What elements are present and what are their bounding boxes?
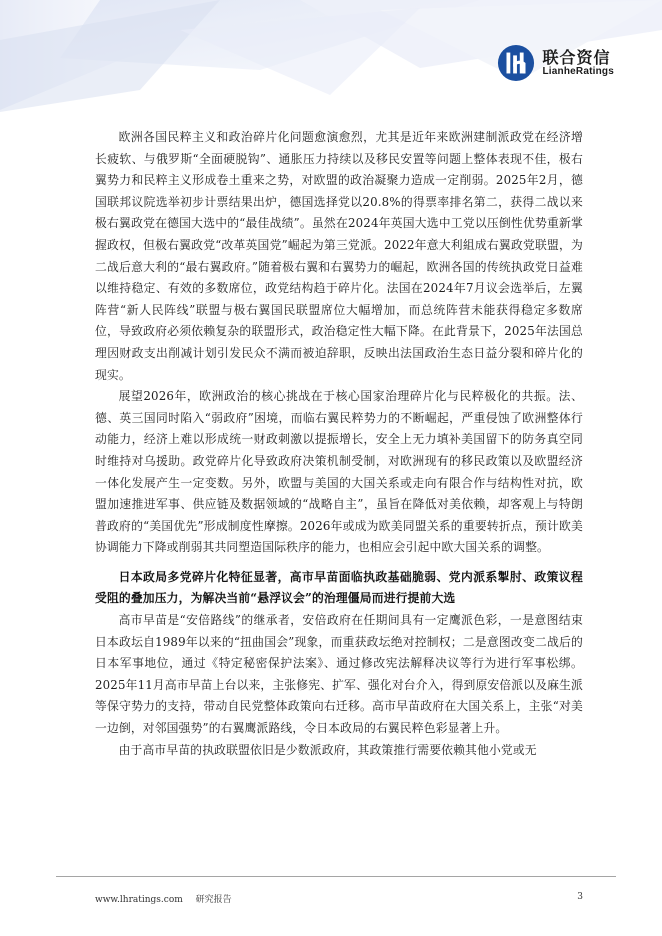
brand-logo (497, 44, 615, 82)
page-number: 3 (577, 892, 583, 902)
section-heading: 日本政局多党碎片化特征显著，高市早苗面临执政基础脆弱、党内派系掣肘、政策议程受阻的叠加压力，为解决当前“悬浮议会”的治理僵局而进行提前大选 (95, 569, 583, 606)
body-paragraph: 展望2026年，欧洲政治的核心挑战在于核心国家治理碎片化与民粹极化的共振。法、德、英三国同时陷入“弱政府”困境，而临右翼民粹势力的不断崛起，严重侵蚀了欧洲整体行动能力，经济上难以形成统一财政刺激以提振增长，安全上无力填补美国留下的防务真空同时维持对乌援助。政党碎片化导致政府决策机制受制，对欧洲现有的移民政策以及欧盟经济一体化发展产生一定变数。另外，欧盟与美国的大国关系或走向有限合作与结构性对抗，欧盟加速推进军事、供应链及数据领域的“战略自主”，虽旨在降低对美依赖，却客观上与特朗普政府的“美国优先”形成制度性摩擦。2026年或成为欧美同盟关系的重要转折点，预计欧美协调能力下降或削弱其共同塑造国际秩序的能力，也相应会引起中欧大国关系的调整。 (95, 389, 583, 555)
report-body (95, 127, 583, 761)
footer-divider (56, 876, 616, 877)
body-paragraph: 高市早苗是“安倍路线”的继承者，安倍政府在任期间具有一定鹰派色彩，一是意图结束日本政坛自1989年以来的“扭曲国会”现象，而重获政坛绝对控制权；二是意图改变二战后的日本军事地位，通过《特定秘密保护法案》、通过修改宪法解释决议等行为进行军事松绑。2025年11月高市早苗上台以来，主张修宪、扩军、强化对台介入，得到原安倍派以及麻生派等保守势力的支持，带动自民党整体政策向右迁移。高市早苗政府在大国关系上，主张“对美一边倒，对邻国强势”的右翼鹰派路线，令日本政局的右翼民粹色彩显著上升。 (95, 613, 583, 736)
brand-name-en: LianheRatings (542, 66, 614, 78)
brand-name-cn: 联合资信 (542, 47, 611, 67)
body-paragraph: 由于高市早苗的执政联盟依旧是少数派政府，其政策推行需要依赖其他小党或无 (118, 742, 537, 757)
footer-left (95, 892, 232, 905)
lianhe-logo-icon (497, 44, 535, 82)
body-paragraph: 欧洲各国民粹主义和政治碎片化问题愈演愈烈，尤其是近年来欧洲建制派政党在经济增长疲软、与俄罗斯“全面硬脱钩”、通胀压力持续以及移民安置等问题上整体表现不佳，极右翼势力和民粹主义形成卷土重来之势，对欧盟的政治凝聚力造成一定削弱。2025年2月，德国联邦议院选举初步计票结果出炉，德国选择党以20.8%的得票率排名第二，获得二战以来极右翼政党在德国大选中的“最佳战绩”。虽然在2024年英国大选中工党以压倒性优势重新掌握政权，但极右翼政党“改革英国党”崛起为第三党派。2022年意大利組成右翼政党联盟，为二战后意大利的“最右翼政府。”随着极右翼和右翼势力的崛起，欧洲各国的传统执政党日益难以维持稳定、有效的多数席位，政党结构趋于碎片化。法国在2024年7月议会选举后，左翼阵营“新人民阵线”联盟与极右翼国民联盟席位大幅增加，而总统阵营未能获得稳定多数席位，导致政府必须依赖复杂的联盟形式，政治稳定性大幅下降。在此背景下，2025年法国总理因财政支出削减计划引发民众不满而被迫辞职，反映出法国政治生态日益分裂和碎片化的现实。 (95, 130, 583, 382)
footer-website: www.lhratings.com (95, 895, 183, 905)
footer-report-type: 研究报告 (195, 895, 232, 905)
page-footer (95, 892, 583, 905)
